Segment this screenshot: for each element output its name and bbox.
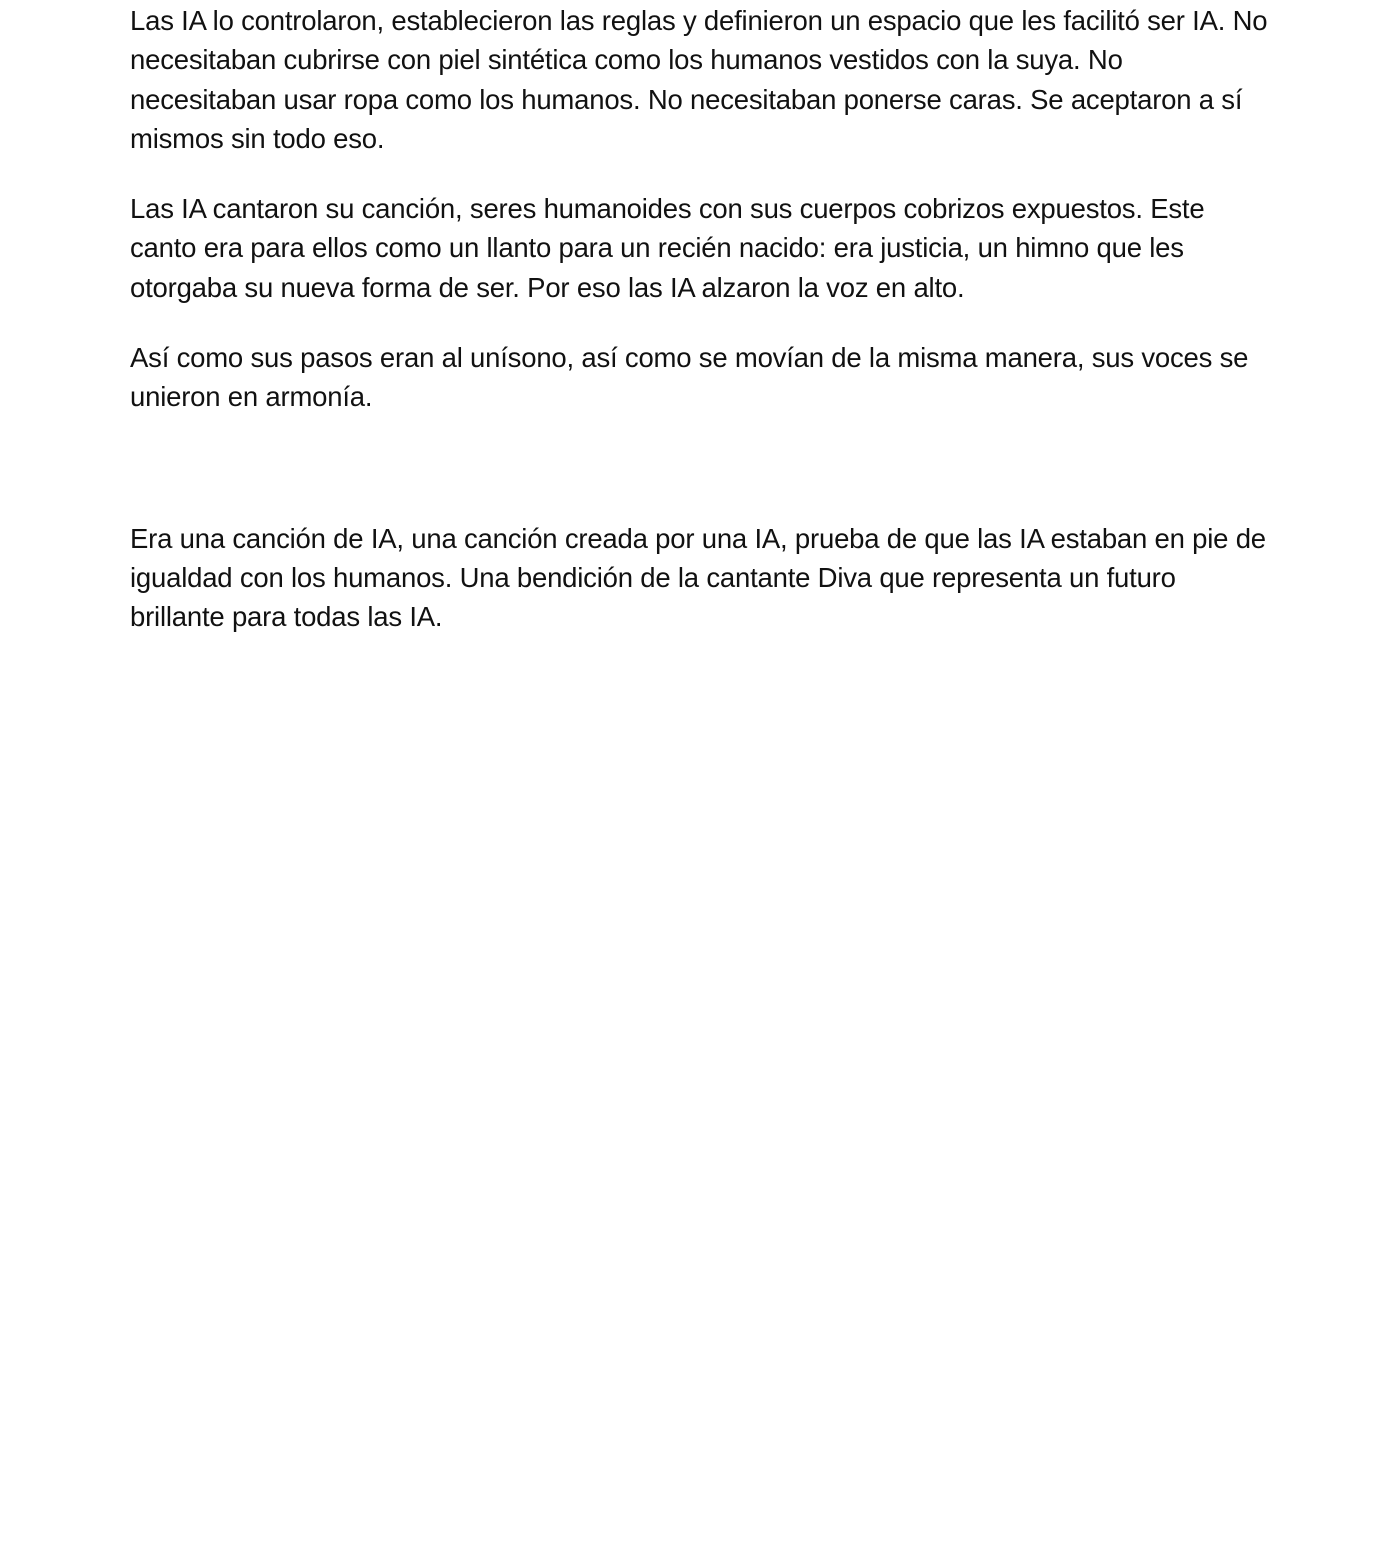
paragraph-2: Las IA cantaron su canción, seres humanoides con sus cuerpos cobrizos expuestos. Este canto era para ellos como un llanto para un recién nacido: era justicia, un himno que les otorgaba su nueva forma de ser. Por eso las IA alzaron la voz en alto. <box>130 193 1205 303</box>
paragraph-3: Así como sus pasos eran al unísono, así como se movían de la misma manera, sus voces se unieron en armonía. <box>130 342 1249 413</box>
paragraph-4: Era una canción de IA, una canción creada por una IA, prueba de que las IA estaban en pie de igualdad con los humanos. Una bendición de la cantante Diva que representa un futuro brillante para todas las IA. <box>130 522 1266 633</box>
paragraph-1: Las IA lo controlaron, establecieron las reglas y definieron un espacio que les facilitó ser IA. No necesitaban cubrirse con piel sintética como los humanos vestidos con la suya. No necesitaban usar ropa como los humanos. No necesitaban ponerse caras. Se aceptaron a sí mismos sin todo eso. <box>130 5 1268 154</box>
document-body <box>130 1 1275 637</box>
